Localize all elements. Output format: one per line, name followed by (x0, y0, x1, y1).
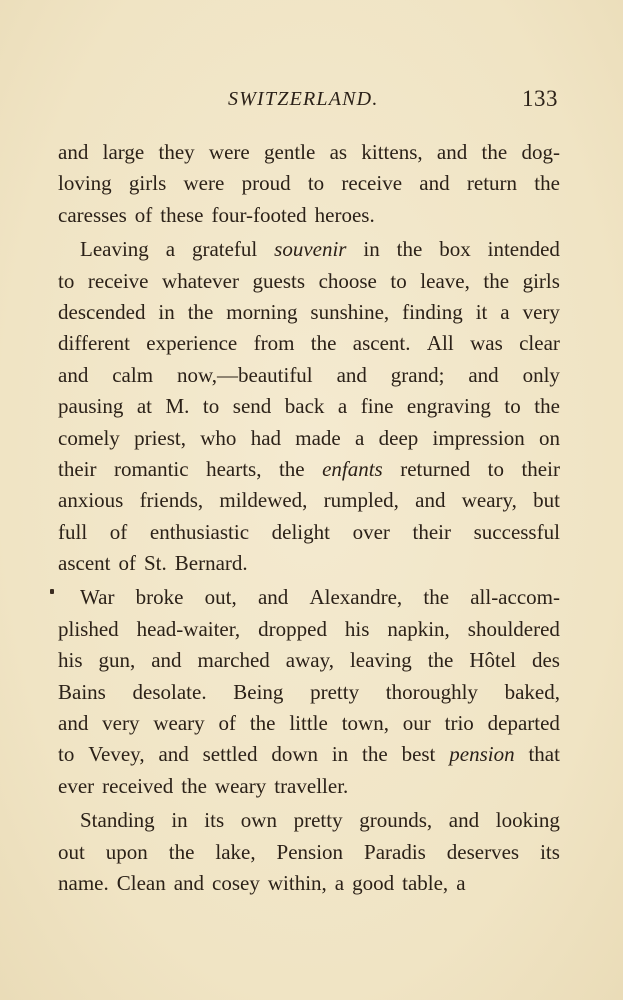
word: its (204, 808, 225, 833)
word: to (307, 171, 325, 196)
word: proud (241, 171, 291, 196)
word: grateful (191, 237, 258, 262)
word: the (534, 394, 560, 419)
word: priest, (134, 425, 186, 450)
text-line (58, 457, 560, 488)
word: Pension (276, 839, 344, 864)
word: experience (146, 331, 238, 356)
word: and (415, 488, 446, 513)
word: whatever (162, 268, 239, 293)
word: rumpled, (323, 488, 399, 513)
word: down (271, 742, 318, 767)
word: finding (402, 299, 463, 324)
word: anxious (58, 488, 124, 513)
word: return (466, 171, 518, 196)
word: their (412, 519, 452, 544)
word: shouldered (467, 616, 560, 641)
word: clear (519, 331, 560, 356)
word: now,—beautiful (176, 362, 313, 387)
word: girls (522, 268, 560, 293)
word: and (448, 808, 480, 833)
word: Alexandre, (309, 585, 403, 610)
word: and (257, 585, 289, 610)
text-line (58, 711, 560, 742)
word: and (58, 711, 89, 736)
word: Hôtel (469, 648, 516, 673)
word: were (208, 140, 250, 164)
word: the (362, 742, 388, 767)
word: the (483, 268, 510, 293)
word: Bernard. (174, 551, 248, 576)
word: upon (105, 839, 148, 864)
word: and (436, 140, 468, 164)
word: large (102, 140, 145, 164)
word: engraving (406, 394, 491, 419)
text-line (58, 840, 560, 871)
paragraph (58, 585, 560, 805)
text-line (58, 363, 560, 394)
word: the (423, 585, 450, 610)
word: received (102, 773, 174, 798)
word: name. (58, 870, 109, 895)
word: his (58, 648, 83, 673)
word: ascent (58, 551, 111, 576)
word: over (352, 519, 390, 544)
word: their (58, 456, 97, 481)
word: of (118, 551, 136, 576)
word: des (531, 648, 560, 673)
word: deserves (446, 839, 520, 864)
word: the (249, 711, 276, 736)
word: weary, (461, 488, 517, 513)
word: plished (58, 616, 119, 641)
word: all-accom- (470, 585, 560, 610)
word: fine (360, 394, 394, 419)
word: grounds, (359, 808, 433, 833)
word: it (475, 299, 488, 324)
word: back (284, 394, 325, 419)
word: Leaving (80, 237, 149, 262)
word: dropped (258, 616, 327, 641)
word: to (487, 456, 504, 481)
word: out, (204, 585, 237, 610)
word: that (528, 742, 560, 767)
word: to (390, 268, 407, 293)
word: delight (271, 519, 330, 544)
word: intended (487, 237, 560, 262)
word: was (470, 331, 503, 356)
word: dog- (521, 140, 560, 164)
word: sunshine, (310, 299, 390, 324)
text-line (58, 488, 560, 519)
text-line (58, 171, 560, 202)
text-line (58, 237, 560, 268)
word: pausing (58, 394, 124, 419)
word: receive (87, 268, 149, 293)
word: War (80, 585, 115, 610)
word: ascent. (352, 331, 411, 356)
word: traveller. (274, 773, 349, 798)
print-speck (50, 589, 54, 594)
text-line (58, 269, 560, 300)
word: Standing (80, 808, 155, 833)
word: thoroughly (385, 679, 478, 704)
text-line (58, 774, 560, 805)
word: box (439, 237, 471, 262)
word: a (337, 394, 348, 419)
word: heroes. (314, 202, 375, 227)
word: of (134, 202, 153, 227)
word: to (504, 394, 521, 419)
body-text (58, 140, 560, 902)
running-head (58, 88, 560, 118)
word: Vevey, (88, 742, 145, 767)
word: the (168, 839, 195, 864)
text-line (58, 680, 560, 711)
word: lake, (215, 839, 256, 864)
word: the (481, 140, 508, 164)
word: gun, (98, 648, 136, 673)
word: and (468, 362, 499, 387)
word: impression (432, 425, 525, 450)
text-line (58, 871, 560, 902)
word: as (329, 140, 348, 164)
word: the (278, 456, 305, 481)
word: within, (267, 870, 327, 895)
word: his (344, 616, 370, 641)
word: marched (197, 648, 270, 673)
word: M. (165, 394, 190, 419)
word: away, (285, 648, 334, 673)
word: had (250, 425, 282, 450)
word: four-footed (211, 202, 307, 227)
word: and (336, 362, 367, 387)
word: head-waiter, (136, 616, 241, 641)
word: and (158, 742, 189, 767)
paragraph (58, 808, 560, 902)
word: caresses (58, 202, 127, 227)
word: table, (402, 870, 449, 895)
word: guests (252, 268, 306, 293)
running-title: SWITZERLAND. (228, 88, 379, 110)
word: descended (58, 299, 146, 324)
word: in (331, 742, 349, 767)
word: and (173, 870, 205, 895)
text-line (58, 140, 560, 171)
word: kittens, (361, 140, 423, 164)
word: different (58, 331, 130, 356)
word: in (171, 808, 188, 833)
word: leaving (349, 648, 412, 673)
word: Clean (116, 870, 166, 895)
word: napkin, (387, 616, 450, 641)
word: pretty (310, 679, 360, 704)
word: leave, (420, 268, 470, 293)
word: enfants (322, 456, 383, 481)
word: ever (58, 773, 95, 798)
word: desolate. (132, 679, 207, 704)
text-line (58, 742, 560, 773)
word: at (136, 394, 152, 419)
word: and (58, 362, 89, 387)
word: of (218, 711, 236, 736)
word: the (427, 648, 454, 673)
word: send (232, 394, 272, 419)
word: own (240, 808, 277, 833)
word: broke (135, 585, 184, 610)
text-line (58, 520, 560, 551)
word: All (426, 331, 454, 356)
word: comely (58, 425, 120, 450)
word: souvenir (274, 237, 347, 262)
word: loving (58, 171, 112, 196)
word: enthusiastic (149, 519, 250, 544)
word: deep (378, 425, 419, 450)
word: very (522, 299, 560, 324)
word: departed (487, 711, 560, 736)
word: very (102, 711, 140, 736)
word: a (355, 425, 365, 450)
word: settled (202, 742, 258, 767)
word: friends, (139, 488, 204, 513)
paragraph (58, 140, 560, 234)
word: baked, (504, 679, 560, 704)
word: Being (233, 679, 284, 704)
word: our (402, 711, 431, 736)
word: best (401, 742, 436, 767)
word: town, (341, 711, 389, 736)
text-line (58, 426, 560, 457)
word: grand; (390, 362, 445, 387)
word: receive (341, 171, 403, 196)
word: to (58, 268, 75, 293)
word: its (540, 839, 560, 864)
word: looking (495, 808, 560, 833)
word: their (521, 456, 560, 481)
word: pension (449, 742, 515, 767)
word: successful (473, 519, 560, 544)
word: the (181, 773, 207, 798)
word: a (456, 870, 466, 895)
word: in (363, 237, 380, 262)
text-line (58, 203, 560, 234)
word: to (58, 742, 75, 767)
word: weary (214, 773, 267, 798)
word: girls (128, 171, 167, 196)
word: made (295, 425, 341, 450)
word: weary (153, 711, 205, 736)
text-line (58, 808, 560, 839)
word: hearts, (206, 456, 262, 481)
word: in (158, 299, 175, 324)
word: on (538, 425, 560, 450)
word: a (334, 870, 345, 895)
word: the (310, 331, 337, 356)
paragraph (58, 237, 560, 582)
page-number: 133 (522, 86, 558, 111)
word: trio (444, 711, 474, 736)
word: Bains (58, 679, 106, 704)
word: morning (226, 299, 298, 324)
word: choose (318, 268, 377, 293)
word: little (289, 711, 328, 736)
word: but (533, 488, 560, 513)
word: were (183, 171, 225, 196)
word: Paradis (364, 839, 426, 864)
text-line (58, 551, 560, 582)
word: and (58, 140, 89, 164)
word: who (200, 425, 237, 450)
word: St. (143, 551, 167, 576)
word: of (109, 519, 128, 544)
word: they (158, 140, 195, 164)
word: pretty (293, 808, 343, 833)
text-line (58, 648, 560, 679)
word: a (500, 299, 510, 324)
text-line (58, 585, 560, 616)
word: and (419, 171, 450, 196)
word: calm (112, 362, 154, 387)
word: the (187, 299, 214, 324)
text-line (58, 331, 560, 362)
word: the (534, 171, 560, 196)
word: returned (400, 456, 471, 481)
word: a (165, 237, 176, 262)
word: out (58, 839, 85, 864)
word: the (396, 237, 423, 262)
word: cosey (212, 870, 260, 895)
word: good (352, 870, 395, 895)
word: from (253, 331, 295, 356)
word: and (151, 648, 182, 673)
word: gentle (264, 140, 316, 164)
word: romantic (113, 456, 189, 481)
word: to (202, 394, 220, 419)
text-line (58, 394, 560, 425)
word: mildewed, (219, 488, 308, 513)
word: these (160, 202, 204, 227)
word: full (58, 519, 88, 544)
word: only (522, 362, 560, 387)
text-line (58, 300, 560, 331)
text-line (58, 617, 560, 648)
